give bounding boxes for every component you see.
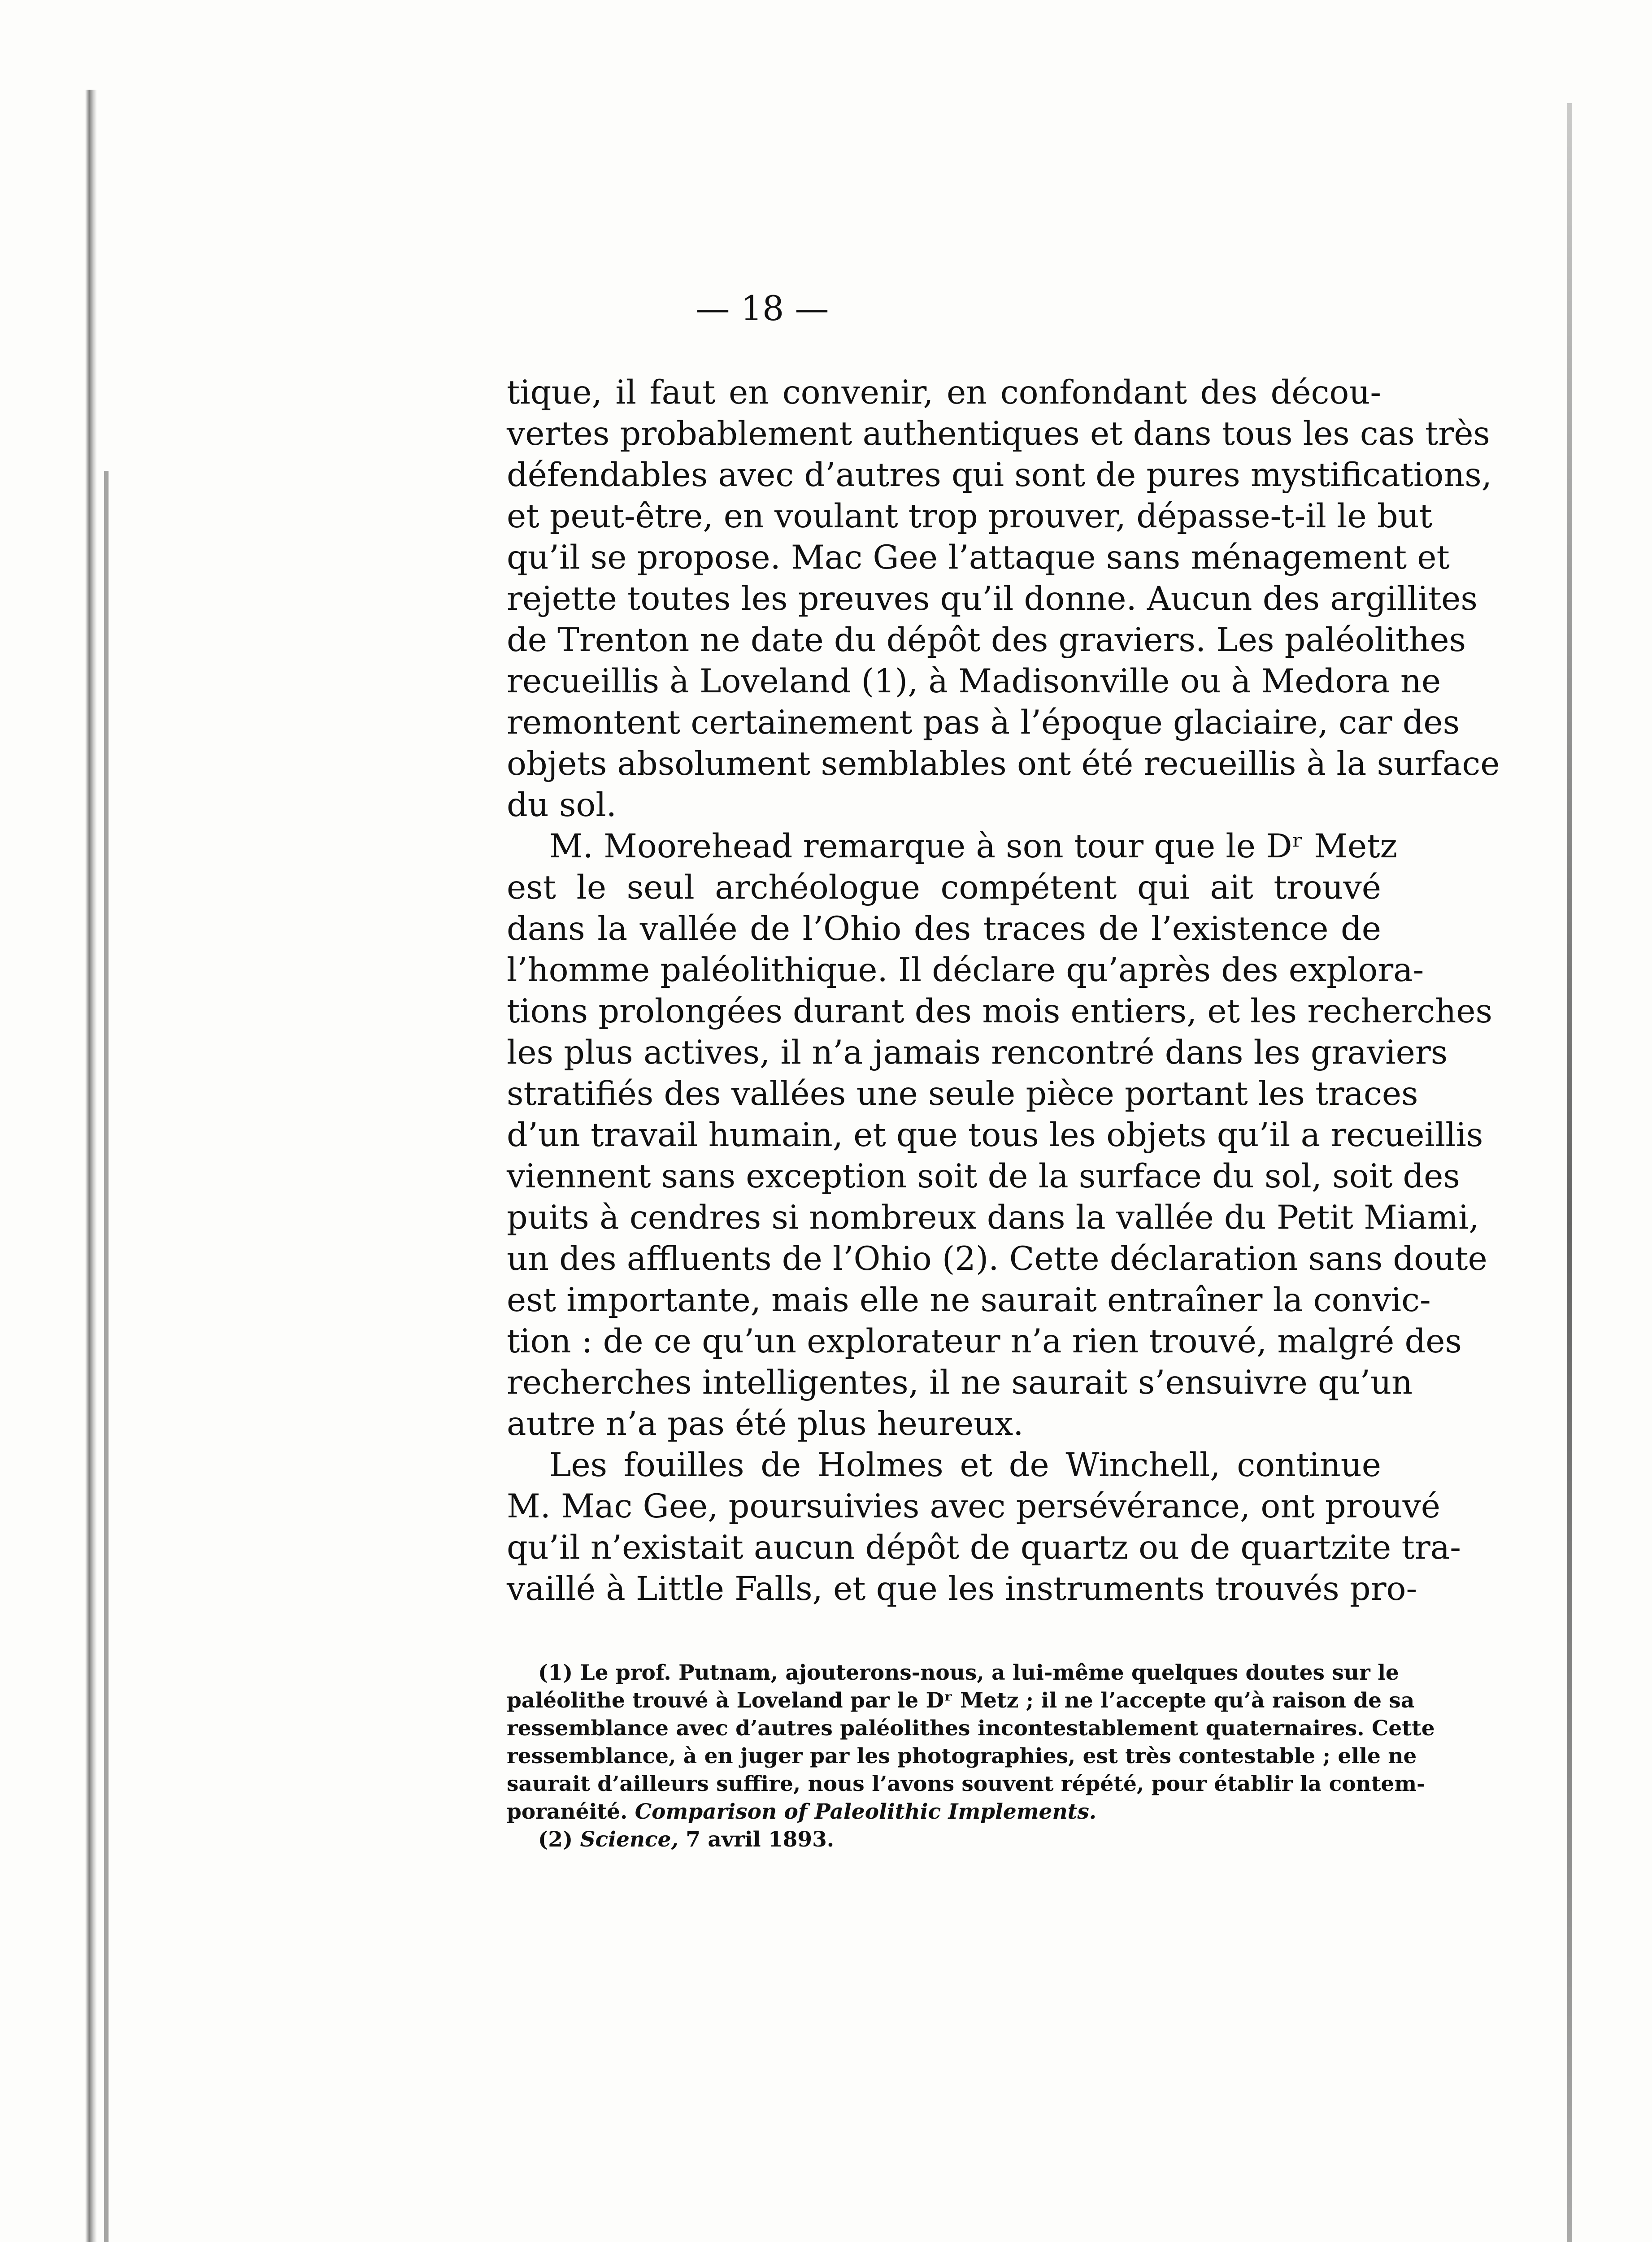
text-line: tique, il faut en convenir, en confondant des décou- (507, 374, 1381, 412)
footnote-text: poranéité. (507, 1799, 628, 1824)
text-line: recherches intelligentes, il ne saurait s’ensuivre qu’un (507, 1364, 1413, 1402)
footnote-line (507, 1798, 1381, 1826)
binding-shadow-left-inner (104, 471, 109, 2242)
text-line: défendables avec d’autres qui sont de pures mystifications, (507, 456, 1492, 494)
footnote-line (507, 1770, 1426, 1798)
footnote-italic: Comparison of Paleolithic Implements. (635, 1799, 1097, 1824)
main-text (507, 372, 1500, 1610)
text-line: vaillé à Little Falls, et que les instruments trouvés pro- (507, 1570, 1417, 1608)
footnote-italic: Science, (580, 1827, 678, 1852)
footnote-text: (1) Le prof. Putnam, ajouterons-nous, a lui-même quelques doutes sur le (538, 1660, 1399, 1685)
text-line: objets absolument semblables ont été recueillis à la surface (507, 745, 1500, 783)
text-line: M. Mac Gee, poursuivies avec persévérance, ont prouvé (507, 1487, 1440, 1525)
text-line: autre n’a pas été plus heureux. (507, 1405, 1024, 1443)
footnote-line (507, 1715, 1435, 1742)
text-line: et peut-être, en voulant trop prouver, dépasse-t-il le but (507, 497, 1432, 535)
text-line: vertes probablement authentiques et dans tous les cas très (507, 415, 1490, 453)
footnote-tail: 7 avril 1893. (678, 1827, 835, 1852)
footnote-line (507, 1742, 1417, 1770)
footnote-text: (2) (538, 1827, 573, 1852)
footnote-text: ressemblance avec d’autres paléolithes incontestablement quaternaires. Cette (507, 1716, 1435, 1741)
text-line: remontent certainement pas à l’époque glaciaire, car des (507, 704, 1460, 742)
text-line: Les fouilles de Holmes et de Winchell, continue (549, 1446, 1381, 1484)
text-line: viennent sans exception soit de la surface du sol, soit des (507, 1157, 1460, 1195)
binding-shadow-left (85, 90, 97, 2242)
text-line: rejette toutes les preuves qu’il donne. Aucun des argillites (507, 580, 1478, 618)
text-line: du sol. (507, 786, 617, 824)
footnote-text: paléolithe trouvé à Loveland par le Dʳ Metz ; il ne l’accepte qu’à raison de sa (507, 1688, 1415, 1713)
text-line: qu’il n’existait aucun dépôt de quartz ou de quartzite tra- (507, 1529, 1461, 1567)
text-line: de Trenton ne date du dépôt des graviers. Les paléolithes (507, 621, 1466, 659)
text-line: qu’il se propose. Mac Gee l’attaque sans ménagement et (507, 539, 1450, 577)
text-line: l’homme paléolithique. Il déclare qu’après des explora- (507, 951, 1424, 989)
text-line: d’un travail humain, et que tous les objets qu’il a recueillis (507, 1116, 1483, 1154)
footnote-text: ressemblance, à en juger par les photographies, est très contestable ; elle ne (507, 1744, 1417, 1768)
page-edge-right (1567, 103, 1572, 2242)
text-line: recueillis à Loveland (1), à Madisonville ou à Medora ne (507, 662, 1441, 700)
text-line: un des affluents de l’Ohio (2). Cette déclaration sans doute (507, 1240, 1487, 1278)
text-line: tion : de ce qu’un explorateur n’a rien trouvé, malgré des (507, 1322, 1462, 1360)
text-line: tions prolongées durant des mois entiers, et les recherches (507, 992, 1492, 1030)
footnote-text: saurait d’ailleurs suffire, nous l’avons souvent répété, pour établir la contem- (507, 1772, 1426, 1796)
text-line: dans la vallée de l’Ohio des traces de l’existence de (507, 910, 1381, 948)
text-line: stratifiés des vallées une seule pièce portant les traces (507, 1075, 1418, 1113)
text-line: est le seul archéologue compétent qui ait trouvé (507, 869, 1381, 907)
footnote-line (507, 1687, 1415, 1715)
text-line: puits à cendres si nombreux dans la vallée du Petit Miami, (507, 1199, 1479, 1237)
text-line: les plus actives, il n’a jamais rencontré dans les graviers (507, 1034, 1448, 1072)
page-number: — 18 — (696, 288, 829, 328)
text-line: est importante, mais elle ne saurait entraîner la convic- (507, 1281, 1431, 1319)
text-line: M. Moorehead remarque à son tour que le Dʳ Metz (549, 827, 1397, 865)
footnotes (507, 1659, 1435, 1854)
footnote-line (507, 1659, 1399, 1687)
footnote-line (507, 1826, 1381, 1854)
